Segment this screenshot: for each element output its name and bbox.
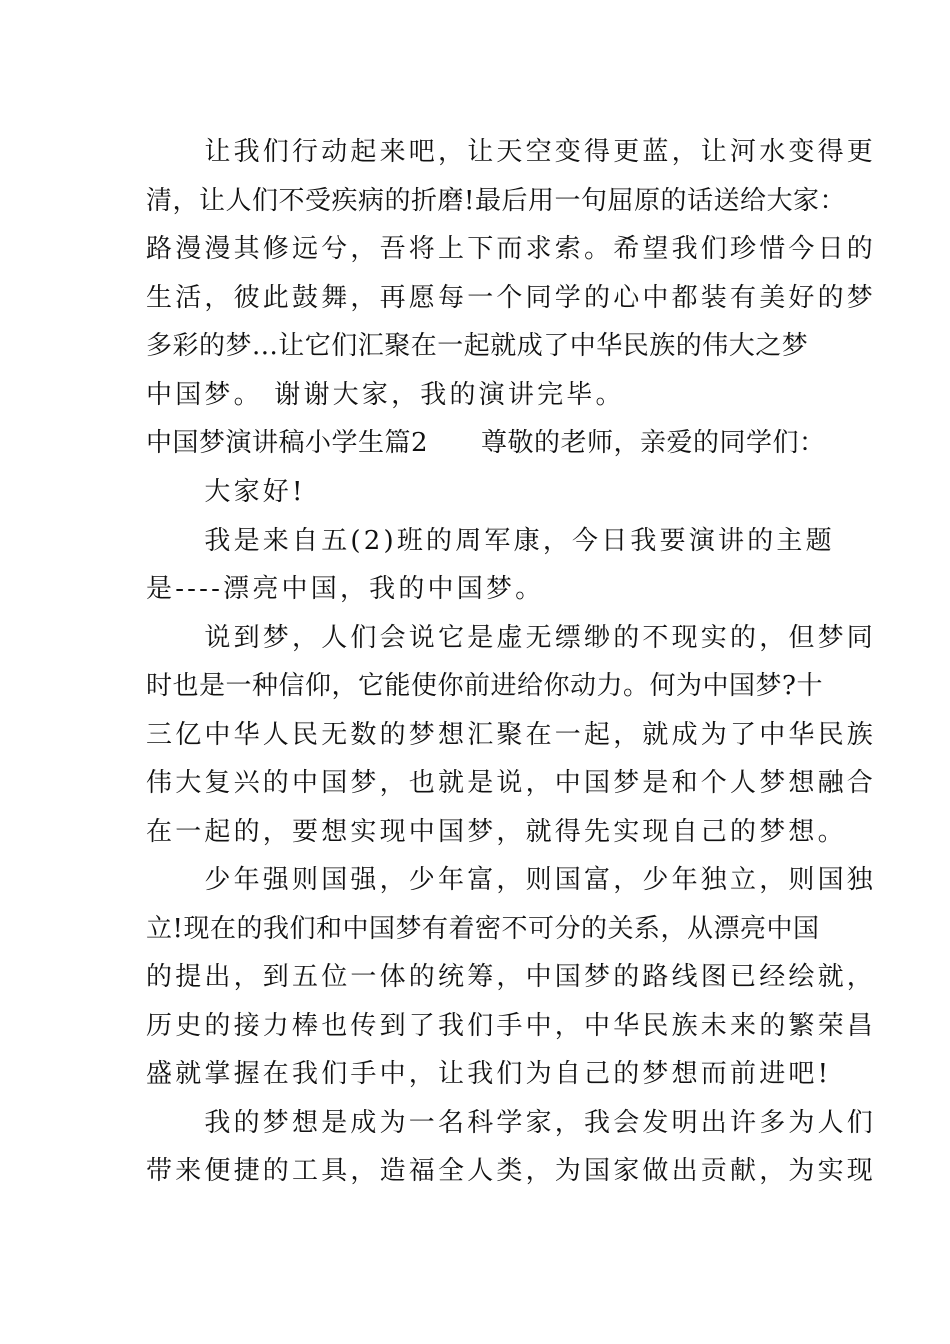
text-line-5: 多彩的梦...让它们汇聚在一起就成了中华民族的伟大之梦 bbox=[146, 331, 809, 361]
text-line-20: 盛就掌握在我们手中，让我们为自己的梦想而前进吧! bbox=[146, 1059, 832, 1089]
text-line-21: 我的梦想是成为一名科学家，我会发明出许多为人们 bbox=[146, 1107, 877, 1138]
speech-text-block bbox=[146, 128, 877, 1196]
text-line-16: 少年强则国强，少年富，则国富，少年独立，则国独 bbox=[146, 865, 877, 895]
text-line-10: 是----漂亮中国，我的中国梦。 bbox=[146, 574, 545, 604]
text-line-1: 让我们行动起来吧，让天空变得更蓝，让河水变得更 bbox=[146, 137, 877, 167]
text-line-12: 时也是一种信仰，它能使你前进给你动力。何为中国梦?十 bbox=[146, 671, 823, 701]
text-line-6: 中国梦。 谢谢大家，我的演讲完毕。 bbox=[146, 379, 625, 410]
text-line-8: 大家好! bbox=[146, 477, 306, 507]
text-line-4: 生活，彼此鼓舞，再愿每一个同学的心中都装有美好的梦 bbox=[146, 282, 877, 313]
text-line-2: 清，让人们不受疾病的折磨!最后用一句屈原的话送给大家： bbox=[146, 185, 846, 216]
text-line-14: 伟大复兴的中国梦，也就是说，中国梦是和个人梦想融合 bbox=[146, 768, 877, 798]
section-heading-line: 中国梦演讲稿小学生篇2 尊敬的老师，亲爱的同学们： bbox=[146, 428, 826, 458]
text-line-17: 立!现在的我们和中国梦有着密不可分的关系，从漂亮中国 bbox=[146, 913, 820, 944]
text-line-3: 路漫漫其修远兮，吾将上下而求索。希望我们珍惜今日的 bbox=[146, 234, 877, 264]
text-line-22: 带来便捷的工具，造福全人类，为国家做出贡献，为实现 bbox=[146, 1156, 877, 1186]
text-line-19: 历史的接力棒也传到了我们手中，中华民族未来的繁荣昌 bbox=[146, 1010, 877, 1041]
text-line-11: 说到梦，人们会说它是虚无缥缈的不现实的，但梦同 bbox=[146, 622, 877, 653]
text-line-15: 在一起的，要想实现中国梦，就得先实现自己的梦想。 bbox=[146, 816, 847, 847]
text-line-9: 我是来自五(2)班的周军康，今日我要演讲的主题 bbox=[146, 525, 835, 556]
text-line-13: 三亿中华人民无数的梦想汇聚在一起，就成为了中华民族 bbox=[146, 719, 877, 750]
text-line-18: 的提出，到五位一体的统筹，中国梦的路线图已经绘就， bbox=[146, 962, 877, 992]
